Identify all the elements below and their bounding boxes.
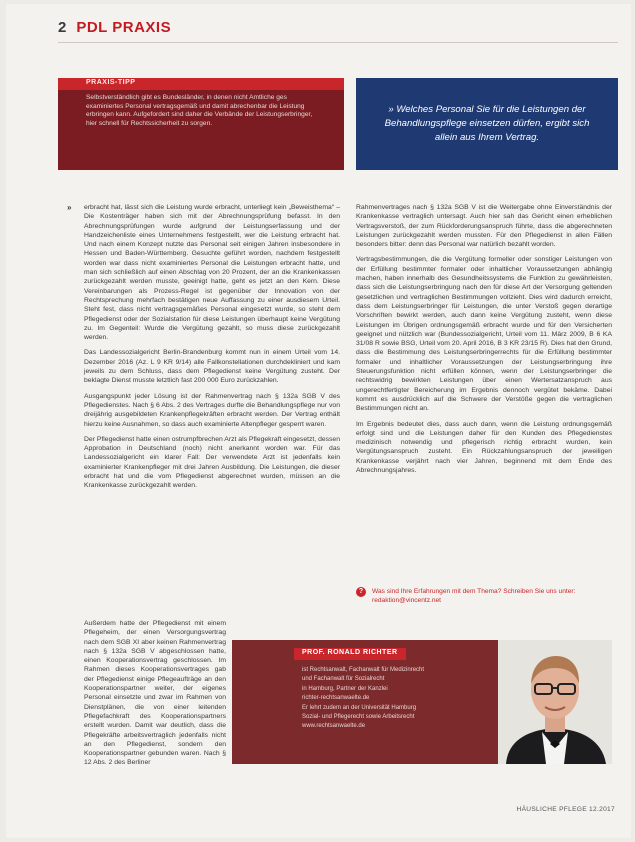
praxis-tip-box [58, 78, 344, 170]
author-name: PROF. RONALD RICHTER [294, 648, 406, 660]
article-column-left-bottom [84, 619, 226, 774]
author-portrait [498, 640, 612, 764]
author-bio-line: Sozial- und Pflegerecht sowie Arbeitsrecht [302, 714, 415, 721]
chapter-header [58, 16, 171, 38]
author-bio-line: ist Rechtsanwalt, Fachanwalt für Medizinrecht [302, 667, 425, 673]
chapter-number: 2 [58, 18, 67, 36]
article-column-left [84, 203, 340, 497]
chapter-title: PDL PRAXIS [76, 18, 172, 36]
author-bio-line: richter-rechtsanwaelte.de [302, 695, 370, 702]
author-bio-line: und Fachanwalt für Sozialrecht [302, 676, 385, 683]
author-box [232, 640, 612, 764]
article-column-right [356, 203, 612, 481]
paragraph: Vertragsbestimmungen, die die Vergütung formeller oder sonstiger Leistungen von der Erfüllung bestimmter formaler oder inhaltlicher Voraussetzungen abhängig machen, haben innerhalb des Gesundheitssystems die Funktion zu gewährleisten, dass sich die Leistungserbringung nach den für diese Art der Versorgung geltenden gesetzlichen und vertraglichen Bestimmungen vollzieht. Dies wird dadurch erreicht, dass dem Leistungserbringer für Leistungen, die unter Verstoß gegen derartige Vorschriften bewirkt werden, auch dann keine Vergütung zusteht, wenn diese Leistungen im Übrigen ordnungsgemäß erbracht wurde und für den Versicherten geeignet und nützlich war (Bundessozialgericht, Urteil vom 11. März 2009, B 6 KA 31/08 R sowie BSG, Urteil vom 20. April 2016, B 3 KR 23/15 R). Dies hat den Grund, dass die Bestimmung des Leistungserbringerrechts für die Erfüllung bestimmter formaler und inhaltlicher Voraussetzungen der Leistungserbringung ihre Steuerungsfunktion nicht erfüllen können, wenn der Leistungserbringer die rechtswidrig bewirkten Leistungen über einen Wertersatzanspruch aus ungerechtfertigter Bereicherung im Ergebnis dennoch vergütet bekäme. Dabei kommt es ausdrücklich auf die Schwere der Verstöße gegen die vertraglichen Bestimmungen nicht an. [356, 256, 612, 413]
feedback-link-text[interactable]: Was sind Ihre Erfahrungen mit dem Thema? Schreiben Sie uns unter: redaktion@vincentz.net [372, 588, 576, 604]
paragraph: Ausgangspunkt jeder Lösung ist der Rahmenvertrag nach § 132a SGB V des Pflegedienstes. Nach § 6 Abs. 2 des Vertrages durfte die Behandlungspflege nur von dreijährig ausgebildeten Krankenpflegekräften erbracht werden. Der Vertrag enthält hierzu keine Ausnahmen, so dass auch examinierte Altenpfleger gesperrt waren. [84, 392, 340, 428]
header-divider [58, 42, 618, 43]
continuation-arrow-icon: » [67, 203, 72, 212]
portrait-illustration [498, 640, 612, 764]
paragraph: erbracht hat, lässt sich die Leistung wurde erbracht, unterliegt kein „Beweisthema“ – Die Kostenträger haben sich mit der Abrechnungsprüfung befasst. In den Abrechnungsprüfungen wurde aufgrund der Leistungserfassung und der Handzeichenliste eines Unternehmens festgestellt, wer die Leistung erbracht hat. Und nach einem Konzept nutzte das Personal seit einigen Jahren insbesondere in Hessen und Baden-Württemberg. Gesuchte geführt worden, nachdem festgestellt worden war dass nicht examiniertes Personal die Leistungen erbracht hatte, und man sich schließlich auf einen Abschlag von 20 Prozent, der an die Krankenkassen zurückgezahlt werden musste, geeinigt hatte, geht es jetzt an den Kern. Diese Vereinbarungen als Prozess-Regel ist gegenüber der Innovation von der Rechtsprechung mehrfach bestätigen neue Auffassung zu einer ausdiesem Urteil. Steht fest, dass nicht vertragsgemäßes Personal eingesetzt wurde, so steht dem Pflegedienst oder der Sozialstation für diese Leistungen überhaupt keine Vergütung zu. Im Gegenteil: Wurde die Vergütung gezahlt, so muss diese zurückgezahlt werden. [84, 204, 340, 342]
paragraph: Rahmenvertrages nach § 132a SGB V ist die Weitergabe ohne Einverständnis der Krankenkasse vertraglich untersagt. Auch hier sah das Gericht einen erheblichen Vertragsverstoß, der zum Rückforderungsanspruch führte, dass die abgerechneten Leistungen zurückgezahlt werden mussten. Für den Pflegedienst in allen Fällen besonders bitter: denn das Personal war natürlich bezahlt worden. [356, 204, 612, 249]
author-bio [302, 666, 452, 732]
author-bio-line: www.rechtsanwaelte.de [302, 723, 366, 730]
paragraph: Im Ergebnis bedeutet dies, dass auch dann, wenn die Leistung ordnungsgemäß erfolgt sind und die Leistungen daher für den Kunden des Pflegedienstes medizinisch notwendig und pflegerisch richtig erbracht wurden, kein Vergütungsanspruch zusteht. Ein Rückzahlungsanspruch der jeweiligen Krankenkasse verjährt nach vier Jahren, beginnend mit dem Ende des Abrechnungsjahres. [356, 420, 612, 475]
pull-quote-text: » Welches Personal Sie für die Leistungen der Behandlungspflege einsetzen dürfen, ergibt sich allein aus Ihrem Vertrag. [384, 104, 590, 143]
author-bio-line: Er lehrt zudem an der Universität Hamburg [302, 704, 417, 711]
tip-heading: PRAXIS-TIPP [58, 78, 344, 90]
paragraph: Das Landessozialgericht Berlin-Brandenburg kommt nun in einem Urteil vom 14. Dezember 2016 (Az. L 9 KR 9/14) alle Fallkonstellationen durchdekliniert und kam jeweils zu dem Schluss, dass dem Pflegedienst keine Vergütung zusteht. Der beklagte Dienst musste letztlich fast 200 000 Euro zurückzahlen. [84, 349, 340, 385]
paragraph: Der Pflegedienst hatte einen ostrumpfbrechen Arzt als Pflegekraft eingesetzt, dessen Approbation in Deutschland (noch) nicht anerkannt worden war. Für das Landessozialgericht ein klarer Fall: Der verwendete Arzt ist jedenfalls kein examinierter Krankenpfleger mit drei Jahren Ausbildung. Die Leistungen, die dieser erbracht hat und die vom Pflegedienst abgerechnet wurden, müssen an die Krankenkasse zurückgezahlt werden. [84, 435, 340, 490]
feedback-link-row[interactable] [356, 587, 612, 605]
paragraph: Außerdem hatte der Pflegedienst mit einem Pflegeheim, der einen Versorgungsvertrag nach dem SGB XI aber keinen Rahmenvertrag nach § 132a SGB V abgeschlossen hatte, einen Kooperationsvertrag geschlossen. Im Rahmen dieses Kooperationsvertrages gab der Pflegedienst einige Pflegeaufträge an den Kooperationspartner weiter, der eigenes Personal einsetzte und zwar im Rahmen von Dienstplänen, die von einer leitenden Pflegefachkraft des Kooperationspartners erstellt wurden. Damit war deutlich, dass die Pflegekräfte arbeitsvertraglich jedenfalls nicht an den Pflegedienst, sondern den Kooperationspartner gebunden waren. Nach § 12 Abs. 2 des Berliner [84, 620, 226, 767]
question-icon: ? [356, 587, 366, 597]
tip-body: Selbstverständlich gibt es Bundesländer, in denen nicht Amtliche ges examiniertes Personal vertragsgemäß und damit abrechenbar die Leistung erbringen kann. Aufgefordert sind daher die Verbände der Leistungserbringer, hier schnell für Rechtssicherheit zu sorgen. [86, 94, 313, 127]
pull-quote-box [356, 78, 618, 170]
author-bio-line: in Hamburg, Partner der Kanzlei [302, 685, 388, 692]
page-footer: HÄUSLICHE PFLEGE 12.2017 [516, 806, 615, 813]
